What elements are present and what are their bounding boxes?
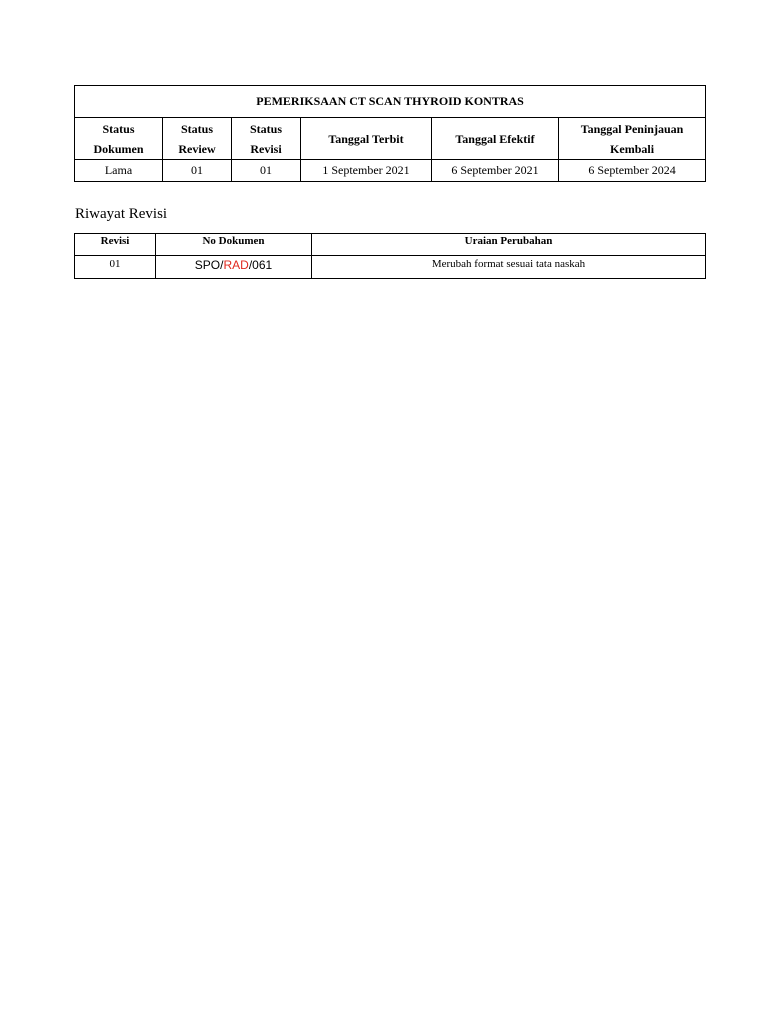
doc-number-suffix: /061 bbox=[248, 258, 273, 272]
cell-tanggal-terbit: 1 September 2021 bbox=[301, 160, 432, 182]
header-tanggal-peninjauan-kembali: Tanggal Peninjauan Kembali bbox=[559, 118, 706, 160]
cell-status-dokumen: Lama bbox=[75, 160, 163, 182]
document-title: PEMERIKSAAN CT SCAN THYROID KONTRAS bbox=[75, 86, 706, 118]
document-status-table bbox=[74, 85, 706, 182]
cell-status-review: 01 bbox=[163, 160, 232, 182]
header-tanggal-efektif: Tanggal Efektif bbox=[432, 118, 559, 160]
header-status-revisi: Status Revisi bbox=[232, 118, 301, 160]
revision-history-table bbox=[74, 233, 706, 279]
cell-uraian-perubahan: Merubah format sesuai tata naskah bbox=[312, 256, 706, 279]
header-status-dokumen: Status Dokumen bbox=[75, 118, 163, 160]
cell-tanggal-efektif: 6 September 2021 bbox=[432, 160, 559, 182]
table-row bbox=[75, 256, 706, 279]
cell-status-revisi: 01 bbox=[232, 160, 301, 182]
doc-number-unit: RAD bbox=[223, 258, 249, 272]
header-status-review: Status Review bbox=[163, 118, 232, 160]
cell-revisi: 01 bbox=[75, 256, 156, 279]
header-tanggal-terbit: Tanggal Terbit bbox=[301, 118, 432, 160]
header-revisi: Revisi bbox=[75, 234, 156, 256]
header-uraian-perubahan: Uraian Perubahan bbox=[312, 234, 706, 256]
cell-tanggal-peninjauan-kembali: 6 September 2024 bbox=[559, 160, 706, 182]
revision-history-title: Riwayat Revisi bbox=[75, 206, 168, 222]
header-no-dokumen: No Dokumen bbox=[156, 234, 312, 256]
table-row bbox=[75, 160, 706, 182]
cell-no-dokumen bbox=[156, 256, 312, 279]
doc-number-prefix: SPO/ bbox=[194, 258, 224, 272]
